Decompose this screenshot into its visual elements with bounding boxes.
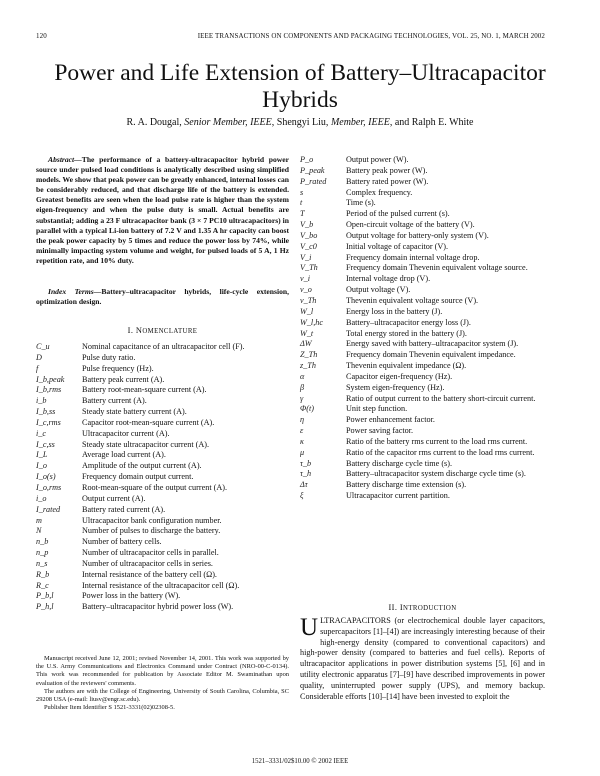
intro-text: (or electrochemical double layer capacitors, supercapacitors [1]–[4]) are increasingly interesting because of their high-energy density (compared to conventional capacitors) and high-power density (compared to batteries and fuel cells). Reports of ultracapacitor applications in power distribution systems [5], [6] and in utility electronic apparatus [7]–[9] have described improvements in power quality, uninterrupted power supply (UPS), and memory backup. Considerable efforts [10]–[14] have been invested to exploit the: [300, 616, 545, 701]
nomenclature-description: Total energy stored in the battery (J).: [346, 328, 467, 338]
nomenclature-row: [300, 307, 545, 318]
nomenclature-description: Complex frequency.: [346, 187, 413, 197]
nomenclature-description: Ultracapacitor current partition.: [346, 491, 450, 501]
nomenclature-symbol: n_p: [36, 548, 49, 558]
footnote-affiliation: The authors are with the College of Engineering, University of South Carolina, Columbia, SC 29208 USA (e-mail: liusv@engr.sc.edu).: [36, 687, 289, 704]
nomenclature-row: [300, 198, 545, 209]
nomenclature-description: Capacitor root-mean-square current (A).: [82, 417, 215, 427]
nomenclature-row: [300, 404, 545, 415]
nomenclature-row: [36, 472, 289, 483]
nomenclature-description: Capacitor eigen-frequency (Hz).: [346, 371, 453, 381]
nomenclature-description: Frequency domain Thevenin equivalent impedance.: [346, 350, 516, 360]
nomenclature-description: System eigen-frequency (Hz).: [346, 382, 445, 392]
nomenclature-description: Period of the pulsed current (s).: [346, 209, 450, 219]
nomenclature-row: [36, 494, 289, 505]
footnote-publisher-id: Publisher Item Identifier S 1521-3331(02)02308-5.: [44, 704, 175, 712]
nomenclature-symbol: α: [300, 371, 305, 381]
nomenclature-symbol: T: [300, 209, 305, 219]
nomenclature-row: [300, 329, 545, 340]
nomenclature-symbol: f: [36, 363, 39, 373]
nomenclature-description: Number of pulses to discharge the battery.: [82, 526, 221, 536]
nomenclature-row: [36, 440, 289, 451]
nomenclature-row: [36, 570, 289, 581]
nomenclature-row: [36, 526, 289, 537]
nomenclature-description: Battery discharge time extension (s).: [346, 480, 467, 490]
nomenclature-list-right: [300, 155, 545, 502]
nomenclature-row: [36, 548, 289, 559]
nomenclature-symbol: v_Th: [300, 295, 317, 305]
nomenclature-description: Energy loss in the battery (J).: [346, 306, 443, 316]
nomenclature-description: Internal resistance of the ultracapacitor cell (Ω).: [82, 580, 240, 590]
nomenclature-row: [36, 483, 289, 494]
nomenclature-row: [36, 559, 289, 570]
nomenclature-row: [36, 461, 289, 472]
nomenclature-description: Power loss in the battery (W).: [82, 591, 181, 601]
nomenclature-row: [300, 383, 545, 394]
nomenclature-symbol: n_s: [36, 558, 48, 568]
nomenclature-symbol: γ: [300, 393, 304, 403]
author-2-role: Member, IEEE: [330, 117, 390, 128]
nomenclature-row: [300, 253, 545, 264]
footnote-manuscript: Manuscript received June 12, 2001; revised November 14, 2001. This work was supported by the U.S. Army Communications and Electronics Command under Contract (NRO-00-C-0134). This work was recommended for publication by Associate Editor M. Swaminathan upon evaluation of the reviewers' comments.: [36, 655, 289, 687]
nomenclature-symbol: P_rated: [300, 176, 327, 186]
nomenclature-symbol: R_b: [36, 569, 50, 579]
nomenclature-description: Power saving factor.: [346, 426, 414, 436]
nomenclature-row: [300, 437, 545, 448]
nomenclature-row: [300, 188, 545, 199]
nomenclature-description: Battery rated power (W).: [346, 176, 429, 186]
nomenclature-description: Nominal capacitance of an ultracapacitor cell (F).: [82, 342, 245, 351]
nomenclature-description: Output voltage (V).: [346, 285, 411, 295]
nomenclature-description: Battery discharge cycle time (s).: [346, 458, 453, 468]
nomenclature-symbol: Z_Th: [300, 350, 318, 360]
intro-first-word: LTRACAPACITORS: [320, 616, 391, 625]
nomenclature-symbol: I_L: [36, 450, 48, 460]
nomenclature-symbol: I_rated: [36, 504, 61, 514]
nomenclature-row: [300, 491, 545, 502]
nomenclature-description: Internal voltage drop (V).: [346, 274, 431, 284]
nomenclature-row: [36, 591, 289, 602]
nomenclature-symbol: I_o(s): [36, 472, 56, 482]
nomenclature-symbol: P_b,l: [36, 591, 54, 601]
nomenclature-description: Frequency domain internal voltage drop.: [346, 252, 480, 262]
nomenclature-row: [36, 602, 289, 613]
nomenclature-symbol: I_o,rms: [36, 482, 62, 492]
author-2: , Shengyi Liu,: [271, 117, 331, 128]
nomenclature-description: Battery–ultracapacitor system discharge cycle time (s).: [346, 469, 526, 479]
nomenclature-row: [36, 342, 289, 353]
nomenclature-description: Steady state ultracapacitor current (A).: [82, 439, 210, 449]
introduction-body: [300, 616, 545, 702]
nomenclature-symbol: I_b,ss: [36, 407, 56, 417]
nomenclature-row: [36, 385, 289, 396]
nomenclature-row: [300, 263, 545, 274]
nomenclature-symbol: i_c: [36, 428, 47, 438]
nomenclature-row: [300, 415, 545, 426]
abstract-text: The performance of a battery-ultracapacitor hybrid power source under pulsed load conditions is analytically described using simplified models. We show that peak power can be greatly enhanced, internal losses can be considerably reduced, and that discharge life of the battery is extended. Greatest benefits are seen when the load pulse rate is higher than the system eigen-frequency and when the pulse duty is small. Actual benefits are substantial; adding a 23 F ultracapacitor bank (3 × 7 PC10 ultracapacitors) in parallel with a typical Li-ion battery of 7.2 V and 1.35 A hr capacity can boost the peak power capacity by 5 times and reduce the power loss by 74%, while minimally impacting system volume and weight, for pulsed loads of 5 A, 1 Hz repetition rate, and 10% duty.: [36, 155, 289, 265]
nomenclature-description: Pulse duty ratio.: [82, 352, 136, 362]
nomenclature-description: Pulse frequency (Hz).: [82, 363, 154, 373]
nomenclature-description: Thevenin equivalent voltage source (V).: [346, 295, 479, 305]
nomenclature-row: [36, 353, 289, 364]
nomenclature-symbol: μ: [300, 447, 305, 457]
nomenclature-description: Ultracapacitor bank configuration number.: [82, 515, 222, 525]
nomenclature-symbol: s: [300, 187, 304, 197]
nomenclature-description: Root-mean-square of the output current (A).: [82, 482, 228, 492]
footnote: [36, 655, 289, 712]
nomenclature-symbol: Φ(t): [300, 404, 314, 414]
drop-cap: U: [300, 614, 319, 641]
index-terms: [36, 287, 289, 307]
nomenclature-description: Energy saved with battery–ultracapacitor system (J).: [346, 339, 519, 349]
index-terms-text: Battery–ultracapacitor hybrids, life-cycle extension, optimization design.: [36, 287, 289, 307]
nomenclature-description: Open-circuit voltage of the battery (V).: [346, 220, 475, 230]
nomenclature-symbol: I_b,rms: [36, 385, 62, 395]
nomenclature-row: [300, 318, 545, 329]
author-line: [20, 117, 580, 128]
nomenclature-symbol: τ_b: [300, 458, 312, 468]
nomenclature-symbol: n_b: [36, 537, 49, 547]
nomenclature-row: [300, 469, 545, 480]
nomenclature-description: Battery root-mean-square current (A).: [82, 385, 207, 395]
nomenclature-row: [36, 516, 289, 527]
nomenclature-description: Battery rated current (A).: [82, 504, 166, 514]
nomenclature-symbol: I_c,rms: [36, 417, 61, 427]
nomenclature-description: Ultracapacitor current (A).: [82, 428, 170, 438]
author-1-role: Senior Member, IEEE: [184, 117, 272, 128]
nomenclature-row: [300, 350, 545, 361]
author-1: R. A. Dougal,: [126, 117, 185, 128]
nomenclature-row: [300, 177, 545, 188]
nomenclature-row: [300, 220, 545, 231]
nomenclature-description: Output current (A).: [82, 493, 146, 503]
nomenclature-row: [300, 361, 545, 372]
nomenclature-row: [300, 339, 545, 350]
nomenclature-symbol: I_c,ss: [36, 439, 55, 449]
section-introduction-heading: II. INTRODUCTION: [388, 603, 457, 612]
nomenclature-symbol: κ: [300, 436, 304, 446]
nomenclature-row: [36, 429, 289, 440]
nomenclature-description: Number of ultracapacitor cells in series.: [82, 558, 213, 568]
nomenclature-row: [300, 296, 545, 307]
nomenclature-symbol: m: [36, 515, 42, 525]
nomenclature-symbol: ΔW: [300, 339, 312, 349]
nomenclature-description: Frequency domain Thevenin equivalent voltage source.: [346, 263, 528, 273]
nomenclature-row: [36, 505, 289, 516]
abstract: [36, 155, 289, 266]
nomenclature-symbol: V_b: [300, 220, 314, 230]
nomenclature-row: [300, 209, 545, 220]
nomenclature-description: Internal resistance of the battery cell (Ω).: [82, 569, 217, 579]
nomenclature-description: Thevenin equivalent impedance (Ω).: [346, 361, 467, 371]
nomenclature-symbol: N: [36, 526, 42, 536]
nomenclature-description: Battery current (A).: [82, 396, 147, 406]
nomenclature-description: Time (s).: [346, 198, 376, 208]
nomenclature-row: [300, 426, 545, 437]
nomenclature-symbol: i_b: [36, 396, 47, 406]
index-terms-label: Index Terms—: [48, 287, 102, 296]
nomenclature-symbol: C_u: [36, 342, 50, 351]
nomenclature-symbol: β: [300, 382, 305, 392]
nomenclature-list-left: [36, 342, 289, 613]
section-nomenclature-heading: I. NOMENCLATURE: [127, 326, 198, 335]
nomenclature-description: Battery–ultracapacitor hybrid power loss (W).: [82, 602, 234, 612]
nomenclature-symbol: I_b,peak: [36, 374, 65, 384]
nomenclature-row: [300, 231, 545, 242]
nomenclature-description: Average load current (A).: [82, 450, 166, 460]
nomenclature-description: Amplitude of the output current (A).: [82, 461, 202, 471]
nomenclature-description: Ratio of output current to the battery short-circuit current.: [346, 393, 536, 403]
copyright-line: 1521–3331/02$10.00 © 2002 IEEE: [251, 758, 349, 765]
nomenclature-symbol: Δτ: [300, 480, 308, 490]
nomenclature-symbol: ε: [300, 426, 304, 436]
nomenclature-symbol: W_l,hc: [300, 317, 323, 327]
nomenclature-row: [36, 364, 289, 375]
nomenclature-symbol: z_Th: [300, 361, 316, 371]
nomenclature-symbol: I_o: [36, 461, 47, 471]
nomenclature-symbol: ξ: [300, 491, 304, 501]
nomenclature-description: Number of ultracapacitor cells in parallel.: [82, 548, 219, 558]
nomenclature-description: Battery peak power (W).: [346, 165, 428, 175]
nomenclature-row: [36, 375, 289, 386]
nomenclature-symbol: V_Th: [300, 263, 318, 273]
nomenclature-row: [300, 274, 545, 285]
nomenclature-symbol: τ_h: [300, 469, 312, 479]
nomenclature-symbol: i_o: [36, 493, 47, 503]
nomenclature-description: Power enhancement factor.: [346, 415, 435, 425]
author-3: , and Ralph E. White: [389, 117, 474, 128]
nomenclature-symbol: P_peak: [300, 165, 325, 175]
nomenclature-symbol: v_o: [300, 285, 312, 295]
nomenclature-row: [36, 537, 289, 548]
nomenclature-row: [300, 166, 545, 177]
nomenclature-description: Steady state battery current (A).: [82, 407, 187, 417]
abstract-label: Abstract—: [48, 155, 82, 164]
nomenclature-description: Battery–ultracapacitor energy loss (J).: [346, 317, 471, 327]
nomenclature-description: Output voltage for battery-only system (V).: [346, 230, 489, 240]
nomenclature-description: Number of battery cells.: [82, 537, 162, 547]
nomenclature-row: [300, 372, 545, 383]
nomenclature-row: [36, 396, 289, 407]
nomenclature-row: [36, 450, 289, 461]
nomenclature-symbol: t: [300, 198, 303, 208]
journal-header: IEEE TRANSACTIONS ON COMPONENTS AND PACKAGING TECHNOLOGIES, VOL. 25, NO. 1, MARCH 2002: [197, 32, 545, 40]
nomenclature-row: [36, 407, 289, 418]
nomenclature-symbol: W_t: [300, 328, 314, 338]
nomenclature-row: [300, 242, 545, 253]
nomenclature-row: [300, 285, 545, 296]
nomenclature-symbol: P_h,l: [36, 602, 54, 612]
nomenclature-row: [300, 448, 545, 459]
nomenclature-description: Output power (W).: [346, 155, 409, 164]
nomenclature-symbol: V_c0: [300, 241, 317, 251]
nomenclature-description: Initial voltage of capacitor (V).: [346, 241, 449, 251]
nomenclature-symbol: V_bo: [300, 230, 318, 240]
nomenclature-symbol: R_c: [36, 580, 49, 590]
paper-title: Power and Life Extension of Battery–Ultracapacitor Hybrids: [54, 60, 546, 113]
page-number: 120: [36, 32, 47, 40]
nomenclature-symbol: D: [36, 352, 42, 362]
nomenclature-row: [300, 459, 545, 470]
nomenclature-row: [300, 394, 545, 405]
nomenclature-description: Ratio of the capacitor rms current to the load rms current.: [346, 447, 535, 457]
nomenclature-symbol: V_i: [300, 252, 312, 262]
nomenclature-row: [300, 155, 545, 166]
nomenclature-symbol: v_i: [300, 274, 311, 284]
nomenclature-row: [300, 480, 545, 491]
nomenclature-description: Unit step function.: [346, 404, 408, 414]
nomenclature-description: Frequency domain output current.: [82, 472, 194, 482]
nomenclature-row: [36, 581, 289, 592]
nomenclature-symbol: P_o: [300, 155, 314, 164]
nomenclature-row: [36, 418, 289, 429]
nomenclature-description: Ratio of the battery rms current to the load rms current.: [346, 436, 528, 446]
nomenclature-symbol: W_l: [300, 306, 314, 316]
nomenclature-symbol: η: [300, 415, 305, 425]
nomenclature-description: Battery peak current (A).: [82, 374, 165, 384]
